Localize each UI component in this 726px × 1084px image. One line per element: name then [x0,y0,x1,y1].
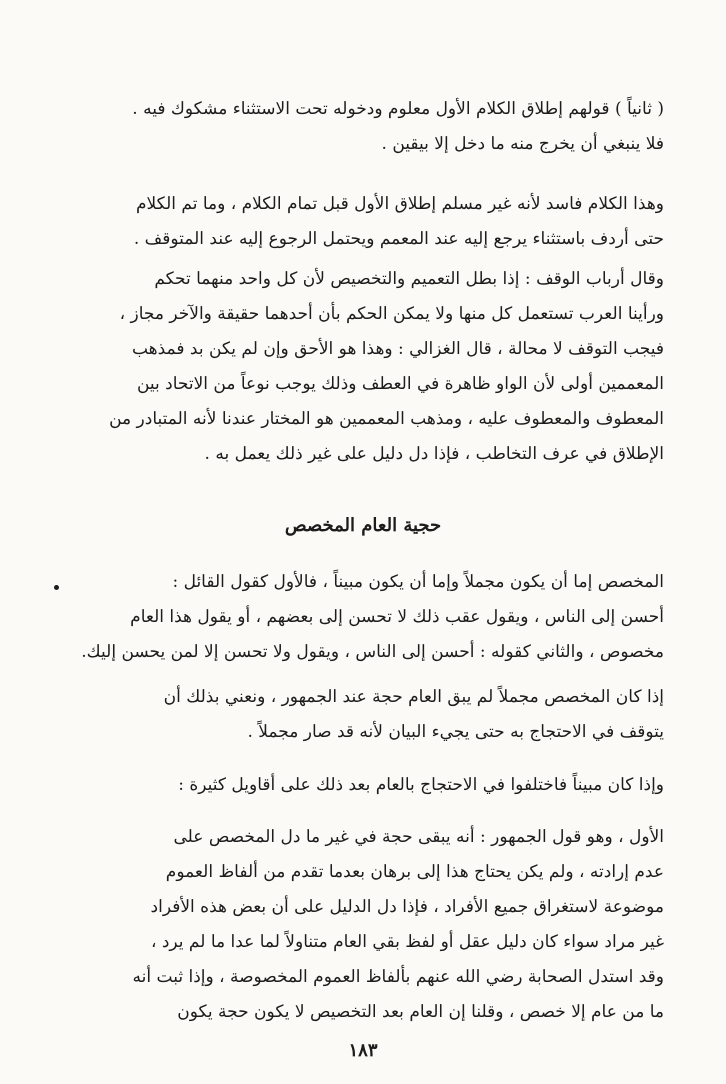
text-line: موضوعة لاستغراق جميع الأفراد ، فإذا دل الدليل على أن بعض هذه الأفراد [150,897,664,917]
text-line: يتوقف في الاحتجاج به حتى يجيء البيان لأنه قد صار مجملاً . [247,722,664,742]
text-line: وهذا الكلام فاسد لأنه غير مسلم إطلاق الأول قبل تمام الكلام ، وما تم الكلام [136,194,664,214]
paragraph-7 [62,820,664,1030]
text-line: وقال أرباب الوقف : إذا بطل التعميم والتخصيص لأن كل واحد منهما تحكم [154,269,664,289]
text-line: فيجب التوقف لا محالة ، قال الغزالي : وهذا هو الأحق وإن لم يكن بد فمذهب [131,339,664,359]
text-line: وقد استدل الصحابة رضي الله عنهم بألفاظ العموم المخصوصة ، وإذا ثبت أنه [132,967,664,987]
text-line: مخصوص ، والثاني كقوله : أحسن إلى الناس ، ويقول ولا تحسن إلا لمن يحسن إليك. [81,642,664,662]
text-line: المعطوف والمعطوف عليه ، ومذهب المعممين هو المختار عندنا لأنه المتبادر من [109,409,664,429]
text-line: ( ثانياً ) قولهم إطلاق الكلام الأول معلوم ودخوله تحت الاستثناء مشكوك فيه . [132,99,664,119]
text-line: ما من عام إلا خصص ، وقلنا إن العام بعد التخصيص لا يكون حجة يكون [177,1002,664,1022]
paragraph-2 [62,187,664,257]
paragraph-6 [62,768,664,803]
text-line: المخصص إما أن يكون مجملاً وإما أن يكون مبيناً ، فالأول كقول القائل : [172,572,664,592]
text-line: ورأينا العرب تستعمل كل منها ولا يمكن الحكم بأن أحدهما حقيقة والآخر مجاز ، [119,304,664,324]
section-heading: حجية العام المخصص [284,515,442,536]
text-line: غير مراد سواء كان دليل عقل أو لفظ بقي العام متناولاً لما عدا ما لم يرد ، [150,932,664,952]
paragraph-1 [62,92,664,162]
text-line: إذا كان المخصص مجملاً لم يبق العام حجة عند الجمهور ، ونعني بذلك أن [163,687,664,707]
text-line: الأول ، وهو قول الجمهور : أنه يبقى حجة في غير ما دل المخصص على [173,827,664,847]
text-line: المعممين أولى لأن الواو ظاهرة في العطف وذلك يوجب نوعاً من الاتحاد بين [136,374,664,394]
text-line: حتى أردف باستثناء يرجع إليه عند المعمم ويحتمل الرجوع إليه عند المتوقف . [133,229,664,249]
page-number: ١٨٣ [348,1040,378,1061]
text-line: وإذا كان مبيناً فاختلفوا في الاحتجاج بالعام بعد ذلك على أقاويل كثيرة : [178,775,664,795]
text-line: الإطلاق في عرف التخاطب ، فإذا دل دليل على غير ذلك يعمل به . [204,444,664,464]
paragraph-5 [62,680,664,750]
text-line: أحسن إلى الناس ، ويقول عقب ذلك لا تحسن إلى بعضهم ، أو يقول هذا العام [130,607,664,627]
text-line: عدم إرادته ، ولم يكن يحتاج هذا إلى برهان بعدما تقدم من ألفاظ العموم [165,862,664,882]
paragraph-3 [62,262,664,472]
text-line: فلا ينبغي أن يخرج منه ما دخل إلا بيقين . [381,134,664,154]
margin-mark [54,585,59,590]
paragraph-4 [62,565,664,670]
